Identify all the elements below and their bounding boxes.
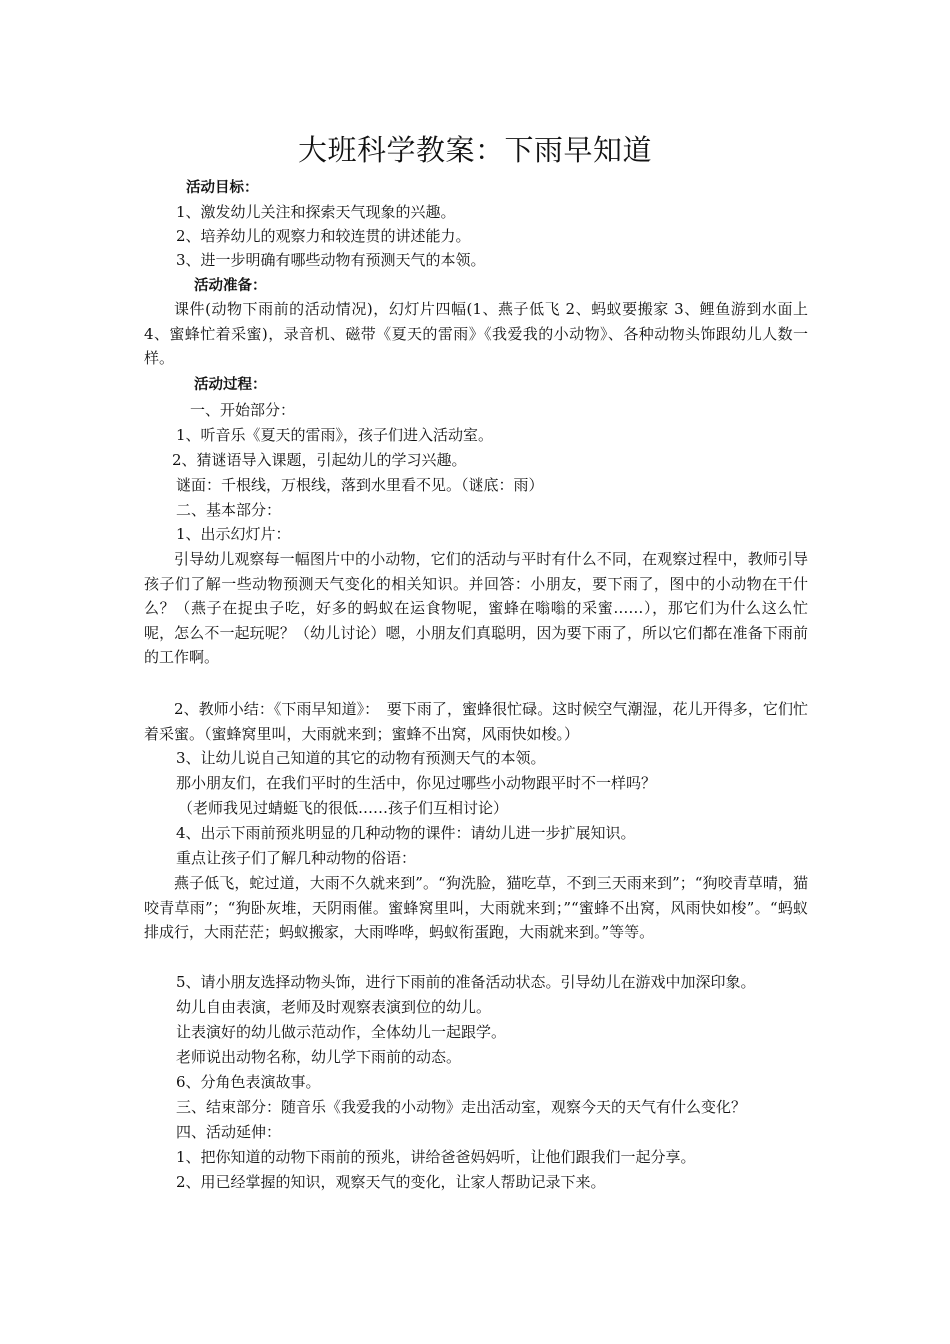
goal-item: 2、培养幼儿的观察力和较连贯的讲述能力。	[176, 227, 471, 245]
list-item: 2、猜谜语导入课题，引起幼儿的学习兴趣。	[172, 451, 467, 469]
sayings-paragraph: 燕子低飞，蛇过道，大雨不久就来到”。“狗洗脸，猫吃草，不到三天雨来到”；“狗咬青草晴，猫咬青草雨”；“狗卧灰堆，天阴雨催。蜜蜂窝里叫，大雨就来到；”“蜜蜂不出窝，风雨快如梭”。“蚂蚁排成行，大雨茫茫；蚂蚁搬家，大雨哗哗，蚂蚁衔蛋跑，大雨就来到。”等等。	[144, 874, 808, 941]
list-item: 3、让幼儿说自己知道的其它的动物有预测天气的本领。	[176, 749, 546, 767]
list-item: 5、请小朋友选择动物头饰，进行下雨前的准备活动状态。引导幼儿在游戏中加深印象。	[176, 973, 756, 991]
prep-heading: 活动准备：	[194, 278, 267, 294]
summary-paragraph: 2、教师小结：《下雨早知道》： 要下雨了，蜜蜂很忙碌。这时候空气潮湿，花儿开得多，它们忙着采蜜。（蜜蜂窝里叫，大雨就来到；蜜蜂不出窝，风雨快如梭。）	[144, 700, 808, 743]
list-item: 6、分角色表演故事。	[176, 1073, 321, 1091]
list-item: 1、听音乐《夏天的雷雨》，孩子们进入活动室。	[176, 426, 494, 444]
list-item: （老师我见过蜻蜓飞的很低……孩子们互相讨论）	[178, 799, 509, 817]
list-item: 幼儿自由表演，老师及时观察表演到位的幼儿。	[176, 998, 492, 1016]
page-title: 大班科学教案：下雨早知道	[297, 133, 652, 167]
goal-item: 1、激发幼儿关注和探索天气现象的兴趣。	[176, 203, 456, 221]
goal-heading: 活动目标：	[186, 180, 259, 196]
prep-paragraph: 课件(动物下雨前的活动情况)，幻灯片四幅(1、燕子低飞 2、蚂蚁要搬家 3、鲤鱼游到水面上 4、蜜蜂忙着采蜜)，录音机、磁带《夏天的雷雨》《我爱我的小动物》、各种动物头饰跟幼儿人数一样。	[144, 300, 808, 367]
list-item: 1、把你知道的动物下雨前的预兆，讲给爸爸妈妈听，让他们跟我们一起分享。	[176, 1148, 696, 1166]
section-title: 四、活动延伸：	[176, 1123, 282, 1141]
list-item: 那小朋友们，在我们平时的生活中，你见过哪些小动物跟平时不一样吗？	[176, 774, 657, 792]
list-item: 让表演好的幼儿做示范动作，全体幼儿一起跟学。	[176, 1023, 507, 1041]
list-item: 谜面：千根线，万根线，落到水里看不见。（谜底：雨）	[176, 476, 544, 494]
goal-item: 3、进一步明确有哪些动物有预测天气的本领。	[176, 251, 486, 269]
section-title: 一、开始部分：	[190, 401, 296, 419]
section-title: 三、结束部分：随音乐《我爱我的小动物》走出活动室，观察今天的天气有什么变化？	[176, 1098, 747, 1116]
section-title: 二、基本部分：	[176, 501, 282, 519]
guide-paragraph: 引导幼儿观察每一幅图片中的小动物，它们的活动与平时有什么不同，在观察过程中，教师引导孩子们了解一些动物预测天气变化的相关知识。并回答：小朋友，要下雨了，图中的小动物在干什么？（燕子在捉虫子吃，好多的蚂蚁在运食物呢，蜜蜂在嗡嗡的采蜜……），那它们为什么这么忙呢，怎么不一起玩呢？（幼儿讨论）嗯，小朋友们真聪明，因为要下雨了，所以它们都在准备下雨前的工作啊。	[144, 550, 808, 666]
list-item: 4、出示下雨前预兆明显的几种动物的课件：请幼儿进一步扩展知识。	[176, 824, 636, 842]
list-item: 重点让孩子们了解几种动物的俗语：	[176, 849, 417, 867]
list-item: 2、用已经掌握的知识，观察天气的变化，让家人帮助记录下来。	[176, 1173, 606, 1191]
list-item: 老师说出动物名称，幼儿学下雨前的动态。	[176, 1048, 462, 1066]
list-item: 1、出示幻灯片：	[176, 525, 291, 543]
process-heading: 活动过程：	[194, 377, 267, 393]
